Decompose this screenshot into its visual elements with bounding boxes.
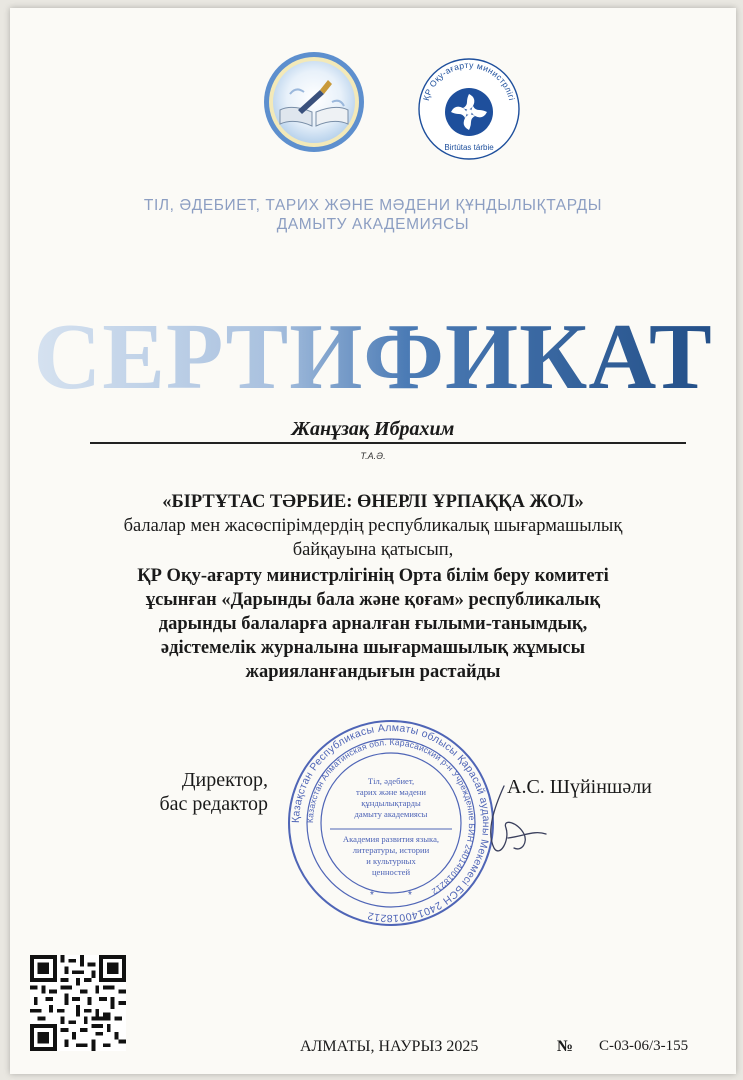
signatory-position-line1: Директор, [181,769,268,791]
body-line-4: ҚР Оқу-ағарту министрлігінің Орта білім беру комитеті [137,566,609,586]
svg-text:*: * [370,890,374,901]
body-line-3: байқауына қатысып, [292,540,454,560]
stamp-center-kz-2: тарих және мәдени [356,787,426,797]
academy-name-line2: ДАМЫТУ АКАДЕМИЯСЫ [276,216,470,233]
recipient-caption: Т.А.Ә. [360,451,386,461]
academy-name-line1: ТІЛ, ӘДЕБИЕТ, ТАРИХ ЖӘНЕ МӘДЕНИ ҚҰНДЫЛЫҚТАРДЫ [143,197,603,214]
body-line-7: әдістемелік журналына шығармашылық жұмысы [160,638,586,658]
academy-logo-icon [262,50,366,154]
stamp-center-kz-3: құндылықтарды [361,798,421,808]
svg-text:*: * [408,890,412,901]
recipient-underline [90,442,686,444]
stamp-center-ru-1: Академия развития языка, [342,834,440,844]
signatory-position [118,768,268,816]
signatory-name: А.С. Шүйіншәли [507,776,652,798]
stamp-center-ru-3: и культурных [366,856,416,866]
body-line-8: жарияланғандығын растайды [245,662,501,682]
stamp-center-ru-2: литературы, истории [352,845,430,855]
signatory-position-line2: бас редактор [159,793,268,815]
recipient-name: Жанұзақ Ибрахим [291,418,455,440]
body-line-5: ұсынған «Дарынды бала және қоғам» республикалық [145,590,601,610]
city-date: АЛМАТЫ, НАУРЫЗ 2025 [300,1038,479,1055]
ministry-logo-top-text: ҚР Оқу-ағарту министрлігі [420,59,518,102]
stamp-center-kz-1: Тіл, әдебиет, [367,776,415,786]
body-line-2: балалар мен жасөспірімдердің республикалық шығармашылық [123,516,623,536]
svg-text:Қазақстан Республикасы Алматы [290,722,492,924]
stamp-inner-ring-text: Казахстан Алматинская обл. Карасайский р-н Учреждение БИН 240140018212 [304,736,478,897]
contest-name: «БІРТҰТАС ТӘРБИЕ: ӨНЕРЛІ ҰРПАҚҚА ЖОЛ» [162,492,584,512]
stamp-outer-ring-text: Қазақстан Республикасы Алматы облысы Қарасай ауданы Мекемесі БСН 240140018212 [289,721,493,925]
number-sign: № [557,1038,574,1055]
certificate-sheet [10,8,736,1074]
qr-code-icon [30,955,126,1051]
certificate-number: С-03-06/3-155 [599,1038,689,1054]
stamp-center-kz-4: дамыту академиясы [354,809,428,819]
certificate-title [10,300,736,400]
certificate-title-text: СЕРТИФИКАТ [33,305,713,400]
ministry-logo-icon [414,54,524,164]
body-line-6: дарынды балаларға арналған ғылыми-танымдық, [158,614,588,634]
stamp-center-ru-4: ценностей [371,867,411,877]
ministry-logo-bottom-text: Birtútas tárbie [444,143,494,152]
